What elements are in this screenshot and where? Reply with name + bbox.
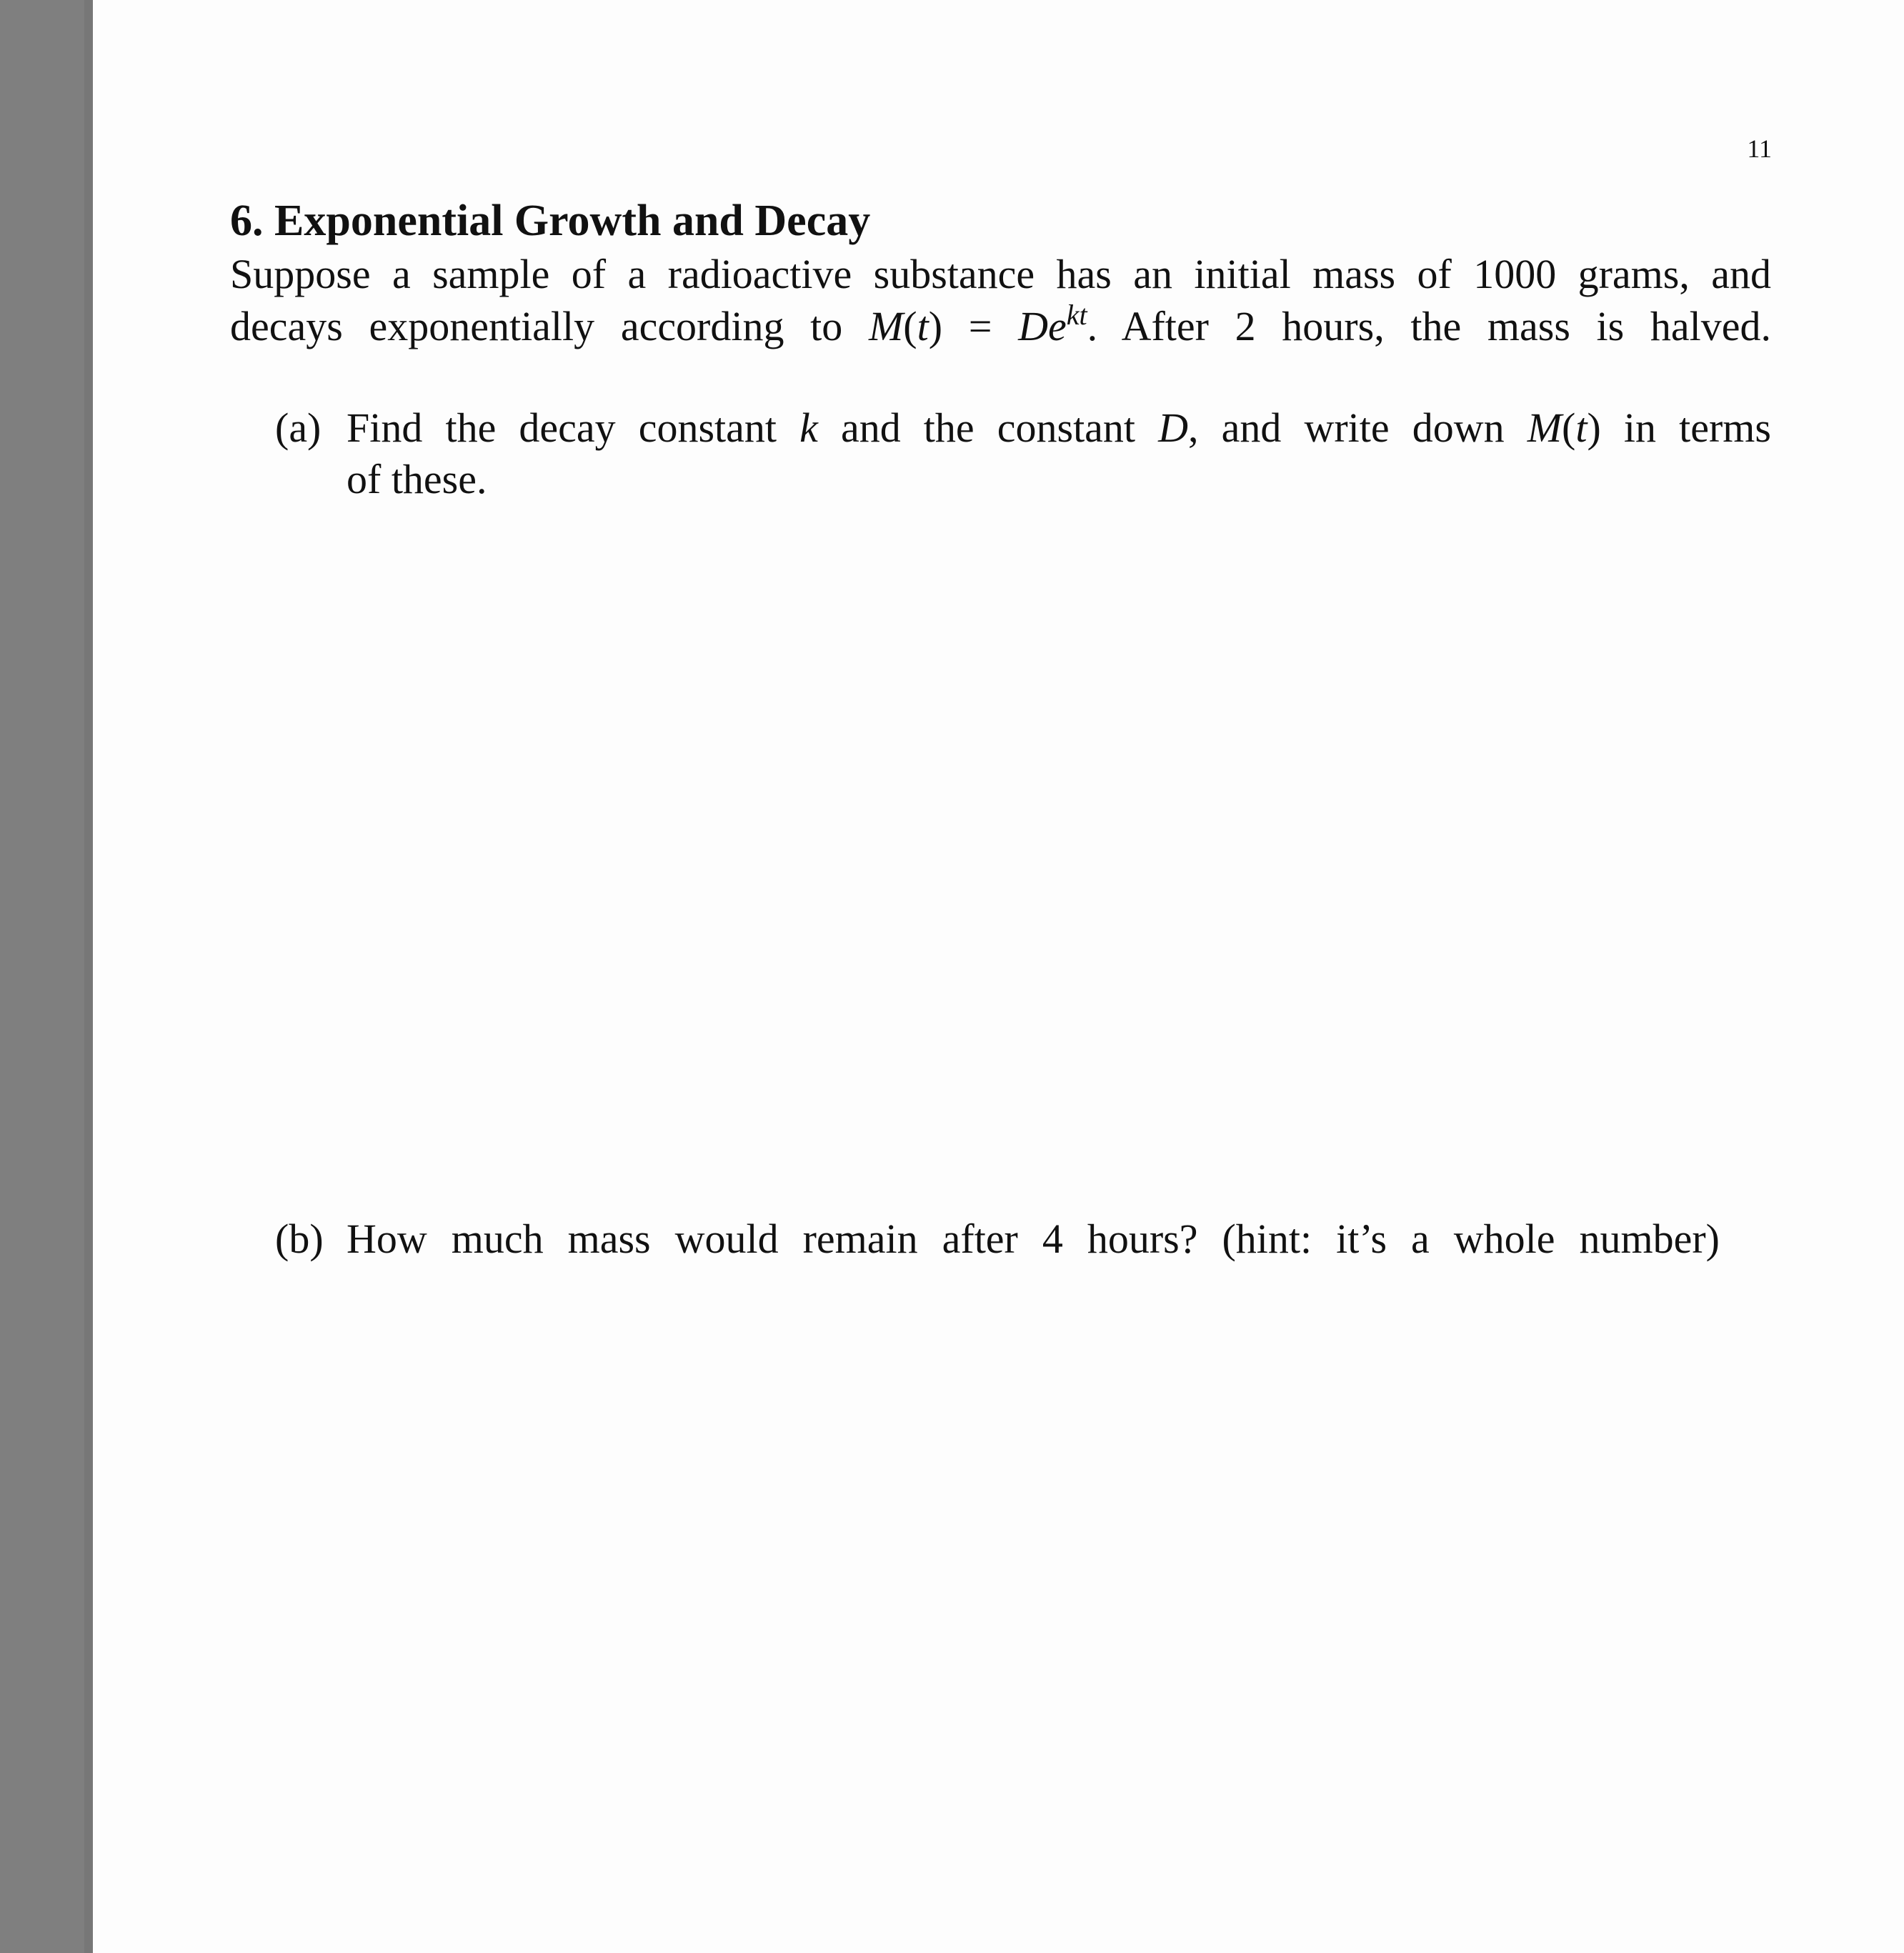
math-M-a: M (1527, 404, 1562, 451)
part-a-text-2: and the constant (840, 404, 1136, 451)
math-paren-close-a: ) (1587, 404, 1601, 451)
math-k: k (799, 404, 818, 451)
math-D-e: De (1018, 303, 1067, 349)
problem-heading: 6. Exponential Growth and Decay (230, 197, 871, 245)
viewer-left-margin (0, 0, 93, 1953)
math-exponent-kt: kt (1066, 299, 1087, 331)
problem-intro-line-1: Suppose a sample of a radioactive substance has an initial mass of 1000 grams, and (230, 251, 1771, 297)
part-a-label: (a) (275, 404, 322, 451)
math-D: D (1158, 404, 1189, 451)
part-b-label: (b) (275, 1216, 324, 1262)
math-t: t (917, 303, 929, 349)
math-t-a: t (1575, 404, 1588, 451)
part-a-line-2: of these. (347, 456, 487, 502)
part-b-text: How much mass would remain after 4 hours? (hint: it’s a whole number) (347, 1216, 1720, 1262)
part-a-line-1 (347, 404, 1771, 451)
part-a-text-4: in terms (1623, 404, 1771, 451)
part-a-text-3: , and write down (1188, 404, 1505, 451)
page-number: 11 (1747, 134, 1772, 163)
intro-text-end: . After 2 hours, the mass is halved. (1087, 303, 1772, 349)
math-paren-open-a: ( (1562, 404, 1576, 451)
intro-text-start: decays exponentially according to (230, 303, 843, 349)
math-equals: ) = (928, 303, 992, 349)
part-a-text-1: Find the decay constant (347, 404, 777, 451)
math-paren-open: ( (903, 303, 917, 349)
viewer-left-margin-edge (84, 0, 93, 1953)
math-M: M (868, 303, 904, 349)
problem-intro-line-2 (230, 299, 1772, 349)
